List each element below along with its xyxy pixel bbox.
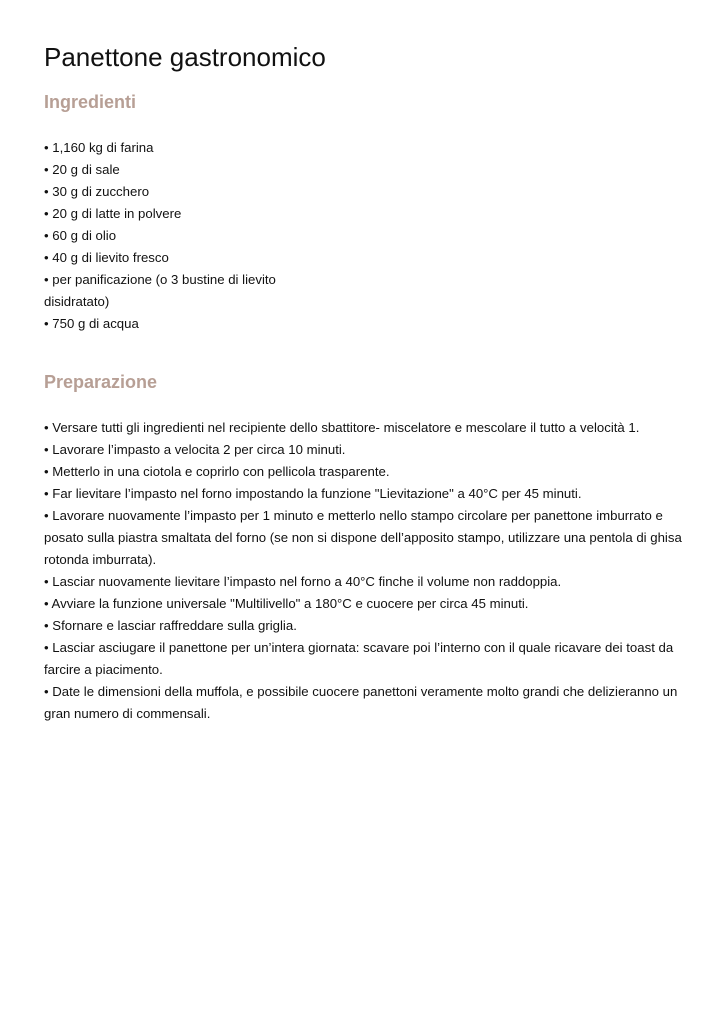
ingredient-item: • 60 g di olio	[44, 228, 117, 243]
ingredient-item: • 40 g di lievito fresco	[44, 250, 169, 265]
preparation-step: • Date le dimensioni della muffola, e possibile cuocere panettoni veramente molto grandi che delizieranno un gran numero di commensali.	[44, 684, 678, 721]
preparation-step: • Sfornare e lasciar raffreddare sulla griglia.	[44, 618, 297, 633]
ingredient-item: • 20 g di latte in polvere	[44, 206, 182, 221]
ingredient-item: • 1,160 kg di farina	[44, 140, 154, 155]
ingredient-item: • per panificazione (o 3 bustine di lievito disidratato)	[44, 272, 276, 309]
preparation-step: • Metterlo in una ciotola e coprirlo con pellicola trasparente.	[44, 464, 390, 479]
ingredient-item: • 20 g di sale	[44, 162, 120, 177]
preparation-steps-list	[44, 417, 684, 725]
ingredients-heading: Ingredienti	[44, 92, 137, 112]
ingredients-list	[44, 137, 284, 335]
ingredient-item: • 30 g di zucchero	[44, 184, 150, 199]
preparation-step: • Lavorare l’impasto a velocita 2 per circa 10 minuti.	[44, 442, 346, 457]
preparation-step: • Versare tutti gli ingredienti nel recipiente dello sbattitore- miscelatore e mescolare il tutto a velocità 1.	[44, 420, 640, 435]
preparation-step: • Lavorare nuovamente l’impasto per 1 minuto e metterlo nello stampo circolare per panettone imburrato e posato sulla piastra smaltata del forno (se non si dispone dell’apposito stampo, utilizzare una pentola di ghisa rotonda imburrata).	[44, 508, 682, 567]
preparation-step: • Lasciar nuovamente lievitare l’impasto nel forno a 40°C finche il volume non raddoppia.	[44, 574, 562, 589]
page-title: Panettone gastronomico	[44, 42, 326, 72]
preparation-step: • Avviare la funzione universale "Multilivello" a 180°C e cuocere per circa 45 minuti.	[44, 596, 529, 611]
ingredient-item: • 750 g di acqua	[44, 316, 139, 331]
preparation-heading: Preparazione	[44, 372, 158, 392]
preparation-step: • Far lievitare l’impasto nel forno impostando la funzione "Lievitazione" a 40°C per 45 minuti.	[44, 486, 582, 501]
preparation-step: • Lasciar asciugare il panettone per un’intera giornata: scavare poi l’interno con il quale ricavare dei toast da farcire a piacimento.	[44, 640, 674, 677]
